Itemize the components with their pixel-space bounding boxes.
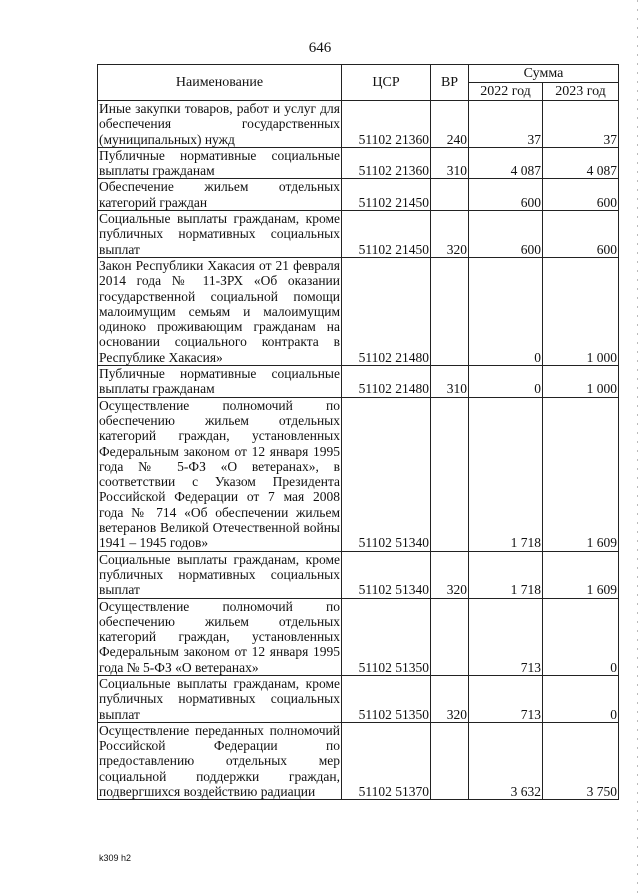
header-year-2023: 2023 год [543,83,619,101]
table-row [98,366,619,398]
row-sum-2022: 37 [469,101,543,148]
header-sum: Сумма [469,65,619,83]
table-row [98,551,619,598]
row-sum-2022: 0 [469,257,543,365]
header-csr: ЦСР [342,65,431,101]
row-vr [431,257,469,365]
table-row [98,598,619,675]
row-vr [431,598,469,675]
row-sum-2023: 600 [543,211,619,258]
row-vr: 310 [431,147,469,179]
row-name: Обеспечение жильем отдельных категорий граждан [99,179,340,210]
row-name: Публичные нормативные социальные выплаты гражданам [99,366,340,397]
table-row [98,722,619,799]
page-number: 646 [308,40,332,56]
row-csr: 51102 21360 [342,101,431,148]
row-vr [431,179,469,211]
header-row [98,65,619,83]
row-sum-2023: 1 000 [543,257,619,365]
row-sum-2022: 600 [469,179,543,211]
row-sum-2022: 713 [469,675,543,722]
row-vr: 320 [431,551,469,598]
table-row [98,147,619,179]
row-sum-2023: 1 000 [543,366,619,398]
row-sum-2022: 713 [469,598,543,675]
row-vr: 310 [431,366,469,398]
row-sum-2022: 0 [469,366,543,398]
row-sum-2022: 600 [469,211,543,258]
row-sum-2023: 1 609 [543,551,619,598]
row-name: Осуществление переданных полномочий Российской Федерации по предоставлению отдельных мер социальной поддержки граждан, подвергшихся воздействию радиации [99,722,340,800]
row-csr: 51102 21360 [342,147,431,179]
table-row [98,675,619,722]
table-row [98,397,619,551]
row-sum-2023: 600 [543,179,619,211]
row-sum-2023: 0 [543,675,619,722]
row-name: Социальные выплаты гражданам, кроме публичных нормативных социальных выплат [99,551,340,598]
row-vr [431,722,469,799]
table-row [98,101,619,148]
header-name: Наименование [98,65,342,101]
row-csr: 51102 51350 [342,598,431,675]
row-csr: 51102 51350 [342,675,431,722]
row-name: Социальные выплаты гражданам, кроме публичных нормативных социальных выплат [99,675,340,722]
footer-code: k309 h2 [99,853,132,863]
row-csr: 51102 21450 [342,179,431,211]
row-sum-2022: 1 718 [469,397,543,551]
row-csr: 51102 51340 [342,551,431,598]
row-name: Закон Республики Хакасия от 21 февраля 2014 года № 11-ЗРХ «Об оказании государственной социальной помощи малоимущим семьям и малоимущим одиноко проживающим гражданам на основании социального контракта в Республике Хакасия» [99,257,340,365]
scan-edge-marks [637,0,638,896]
row-csr: 51102 21450 [342,211,431,258]
header-vr: ВР [431,65,469,101]
budget-table [97,64,619,800]
table-row [98,179,619,211]
row-sum-2023: 37 [543,101,619,148]
row-vr [431,397,469,551]
row-sum-2022: 1 718 [469,551,543,598]
row-sum-2023: 3 750 [543,722,619,799]
row-name: Иные закупки товаров, работ и услуг для обеспечения государственных (муниципальных) нужд [99,101,340,147]
row-csr: 51102 51370 [342,722,431,799]
row-name: Осуществление полномочий по обеспечению жильем отдельных категорий граждан, установленных Федеральным законом от 12 января 1995 года № 5-ФЗ «О ветеранах» [99,598,340,675]
row-name: Осуществление полномочий по обеспечению жильем отдельных категорий граждан, установленных Федеральным законом от 12 января 1995 года № 5-ФЗ «О ветеранах», в соответствии с Указом Президента Российской Федерации от 7 мая 2008 года № 714 «Об обеспечении жильем ветеранов Великой Отечественной войны 1941 – 1945 годов» [99,397,340,551]
row-name: Социальные выплаты гражданам, кроме публичных нормативных социальных выплат [99,211,340,257]
header-year-2022: 2022 год [469,83,543,101]
row-vr: 320 [431,211,469,258]
row-vr: 320 [431,675,469,722]
row-sum-2023: 1 609 [543,397,619,551]
row-vr: 240 [431,101,469,148]
row-name: Публичные нормативные социальные выплаты гражданам [99,147,340,179]
row-csr: 51102 21480 [342,257,431,365]
row-csr: 51102 51340 [342,397,431,551]
row-csr: 51102 21480 [342,366,431,398]
row-sum-2022: 3 632 [469,722,543,799]
row-sum-2022: 4 087 [469,147,543,179]
row-sum-2023: 4 087 [543,147,619,179]
row-sum-2023: 0 [543,598,619,675]
table-row [98,257,619,365]
table-row [98,211,619,258]
